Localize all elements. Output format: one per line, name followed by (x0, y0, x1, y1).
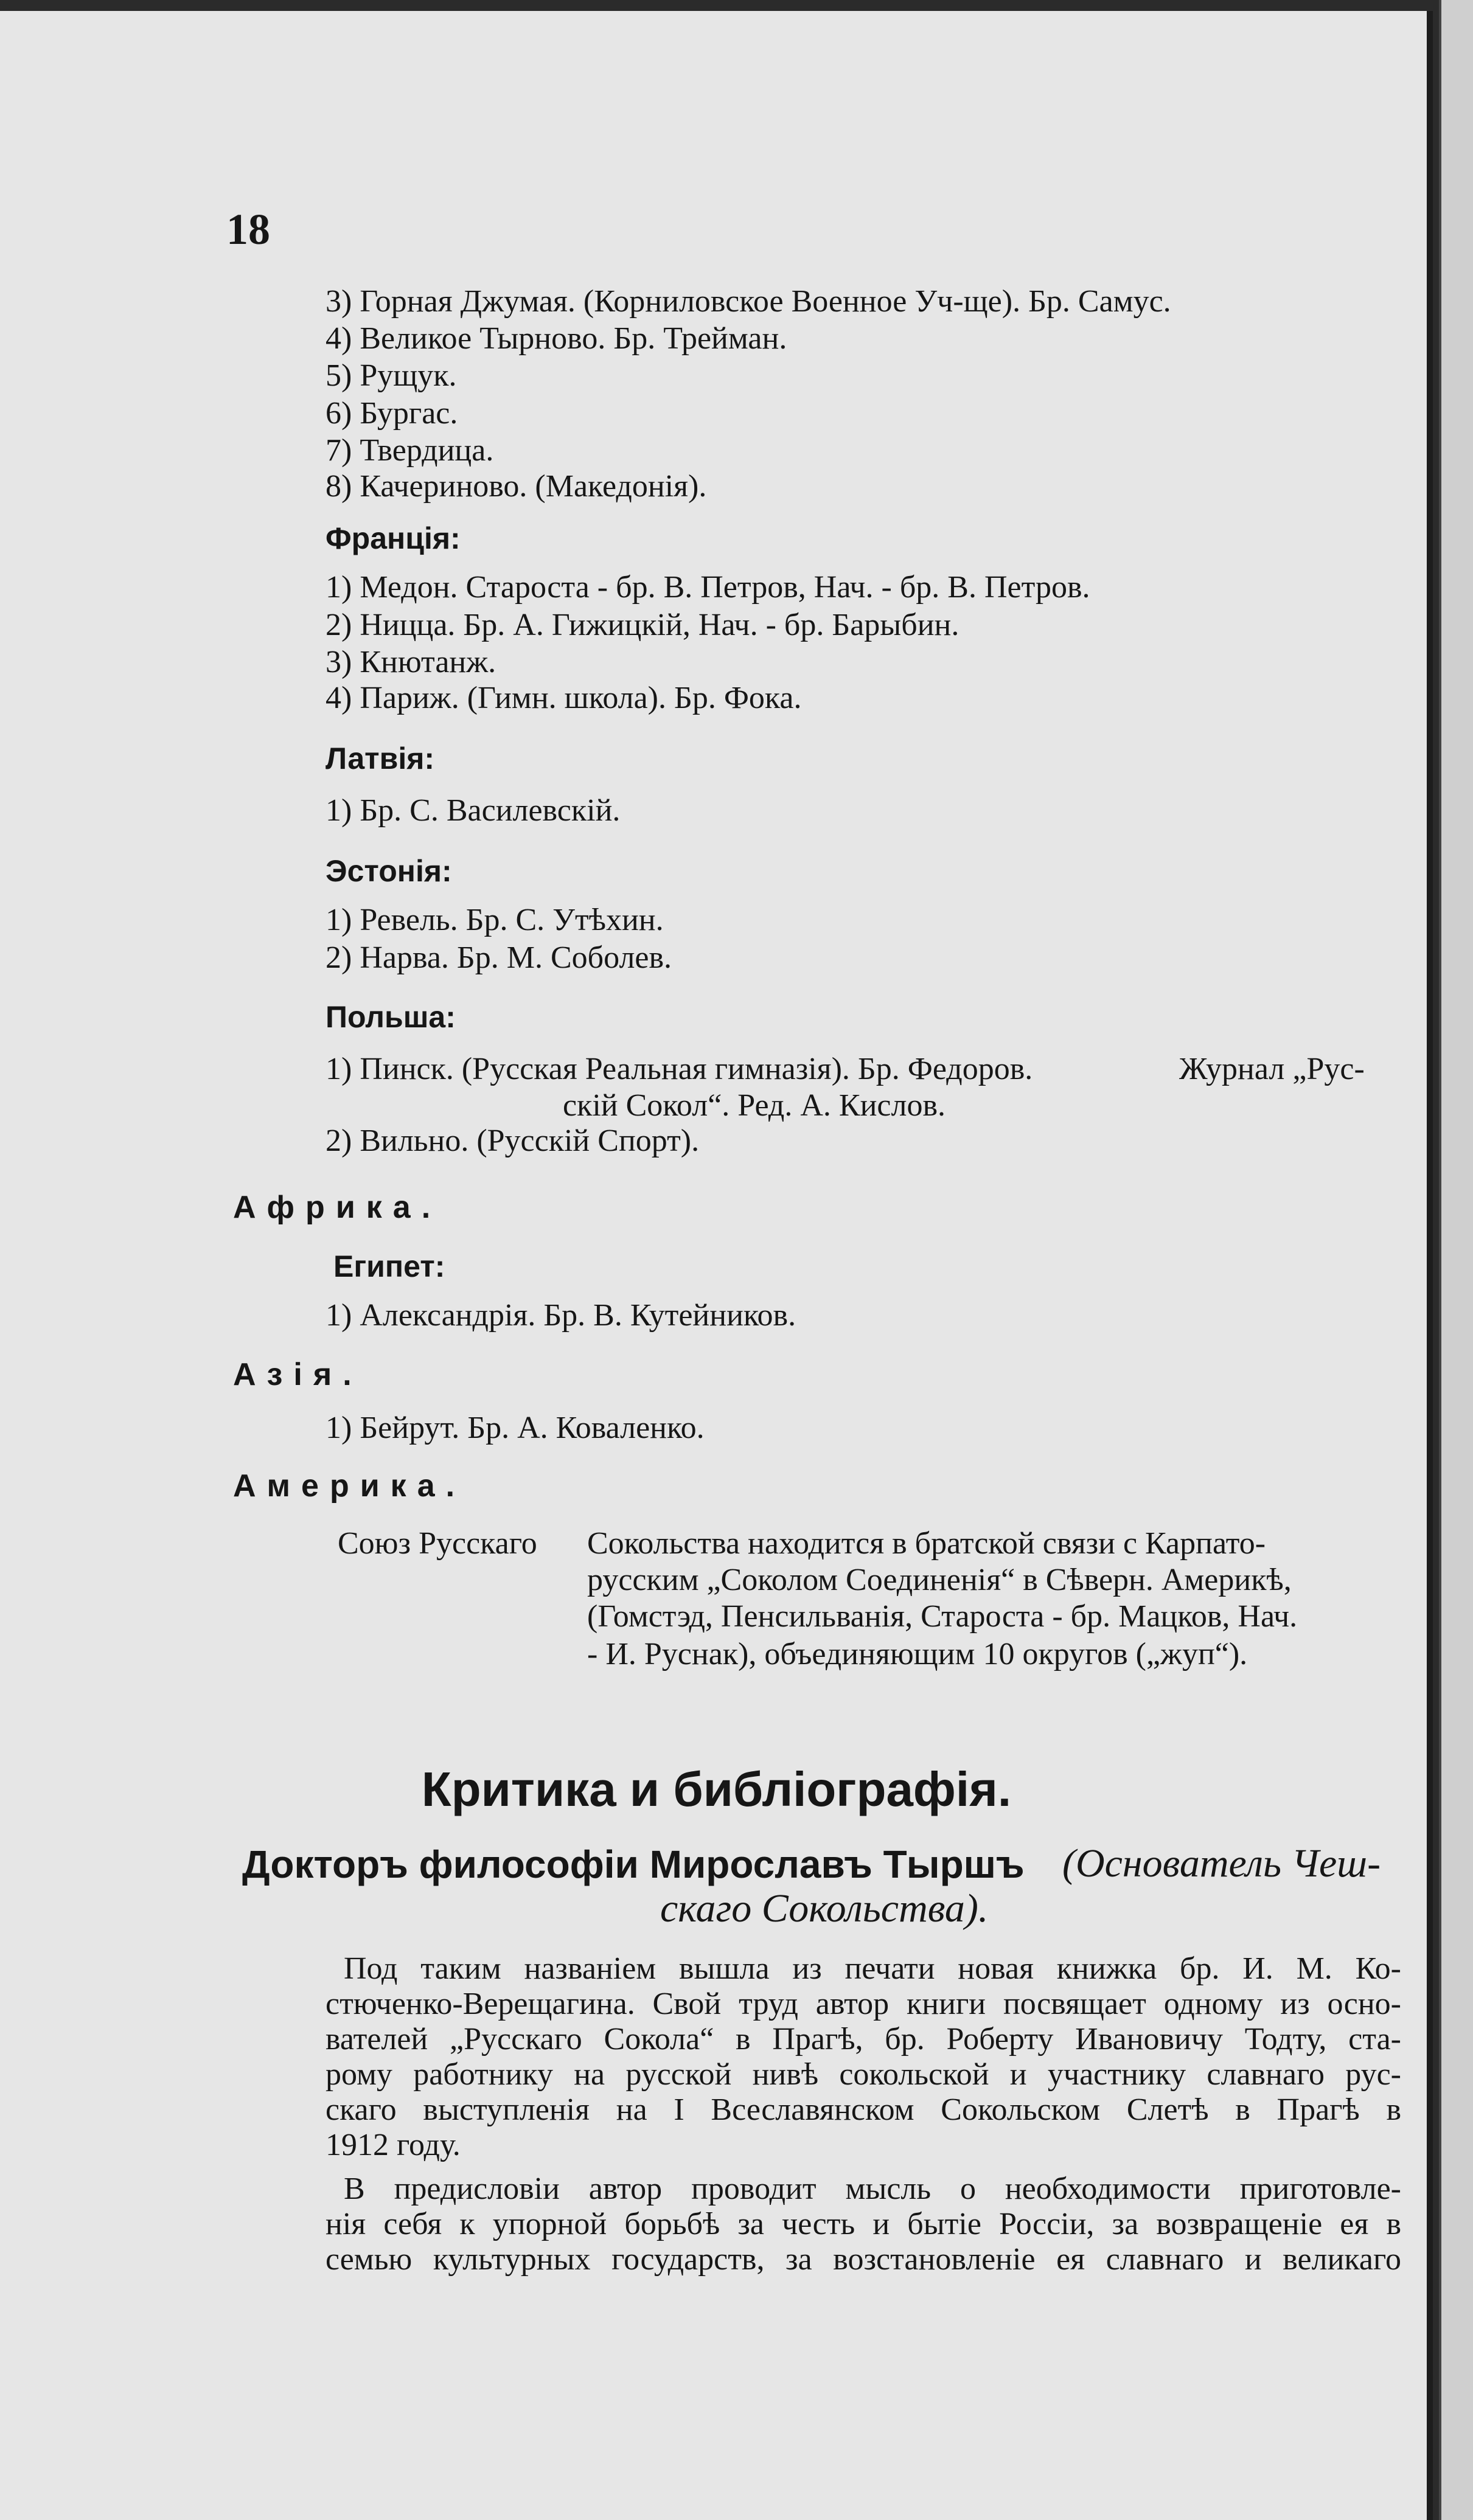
america-label: Союз Русскаго (338, 1526, 537, 1561)
list-item: 5) Рущук. (326, 358, 457, 393)
list-item: 1) Ревель. Бр. С. Утѣхин. (326, 903, 664, 937)
list-item: 1) Медон. Староста - бр. В. Петров, Нач. - бр. В. Петров. (326, 570, 1090, 605)
list-item-journal: Журнал „Рус- (1179, 1052, 1365, 1086)
paragraph-line: семью культурных государств, за возстановленіе ея славнаго и великаго (326, 2242, 1401, 2277)
review-subtitle: скаго Сокольства). (660, 1886, 989, 1931)
text-line: (Гомстэд, Пенсильванія, Староста - бр. Мацков, Нач. (587, 1599, 1298, 1634)
review-title: Докторъ философіи Мирославъ Тыршъ (242, 1842, 1025, 1886)
list-item: 2) Ницца. Бр. А. Гижицкій, Нач. - бр. Барыбин. (326, 608, 959, 642)
list-item: 1) Пинск. (Русская Реальная гимназія). Бр. Федоров. (326, 1052, 1033, 1086)
document-page (0, 11, 1433, 2520)
list-item: 6) Бургас. (326, 396, 458, 431)
page-number: 18 (226, 205, 270, 254)
continent-heading-america: Америка. (233, 1468, 466, 1504)
page-edge (1439, 0, 1473, 2520)
text-line: - И. Руснак), объединяющим 10 округов („жуп“). (587, 1637, 1248, 1671)
list-item: 1) Бр. С. Василевскій. (326, 793, 621, 828)
list-item-continuation: скій Сокол“. Ред. А. Кислов. (563, 1088, 946, 1123)
list-item: 8) Качериново. (Македонія). (326, 469, 707, 504)
section-title: Критика и библіографія. (421, 1762, 1012, 1816)
country-heading-france: Франція: (326, 521, 461, 555)
list-item: 1) Бейрут. Бр. А. Коваленко. (326, 1411, 705, 1445)
list-item: 4) Париж. (Гимн. школа). Бр. Фока. (326, 681, 802, 715)
list-item: 4) Великое Тырново. Бр. Трейман. (326, 321, 787, 356)
country-heading-egypt: Египет: (333, 1249, 445, 1283)
paragraph (326, 2171, 1401, 2277)
paragraph-line: стюченко-Верещагина. Свой труд автор книги посвящает одному из осно- (326, 1987, 1401, 2021)
country-heading-latvia: Латвія: (326, 741, 435, 776)
paragraph-line: В предисловіи автор проводит мысль о необходимости приготовле- (344, 2171, 1401, 2206)
review-subtitle: (Основатель Чеш- (1062, 1841, 1381, 1886)
paragraph (326, 1951, 1401, 2163)
country-heading-estonia: Эстонія: (326, 854, 452, 888)
country-heading-poland: Польша: (326, 1000, 456, 1034)
continent-heading-africa: Африка. (233, 1190, 442, 1225)
list-item: 1) Александрія. Бр. В. Кутейников. (326, 1298, 796, 1333)
paragraph-line: нія себя к упорной борьбѣ за честь и бытіе Россіи, за возвращеніе ея в (326, 2207, 1401, 2241)
paragraph-line: Под таким названіем вышла из печати новая книжка бр. И. М. Ко- (344, 1951, 1401, 1986)
list-item: 3) Кнютанж. (326, 645, 496, 679)
paragraph-line: 1912 году. (326, 2128, 461, 2162)
text-line: Сокольства находится в братской связи с Карпато- (587, 1526, 1266, 1561)
paragraph-line: рому работнику на русской нивѣ сокольской и участнику славнаго рус- (326, 2057, 1401, 2092)
paragraph-line: скаго выступленія на I Всеславянском Сокольском Слетѣ в Прагѣ в (326, 2092, 1401, 2127)
continent-heading-asia: Азія. (233, 1357, 363, 1392)
list-item: 2) Вильно. (Русскій Спорт). (326, 1123, 700, 1158)
paragraph-line: вателей „Русскаго Сокола“ в Прагѣ, бр. Роберту Ивановичу Тодту, ста- (326, 2022, 1401, 2057)
list-item: 2) Нарва. Бр. М. Соболев. (326, 940, 672, 975)
list-item: 7) Твердица. (326, 433, 494, 468)
list-item: 3) Горная Джумая. (Корниловское Военное Уч-ще). Бр. Самус. (326, 284, 1171, 319)
text-line: русским „Соколом Соединенія“ в Сѣверн. Америкѣ, (587, 1563, 1292, 1597)
